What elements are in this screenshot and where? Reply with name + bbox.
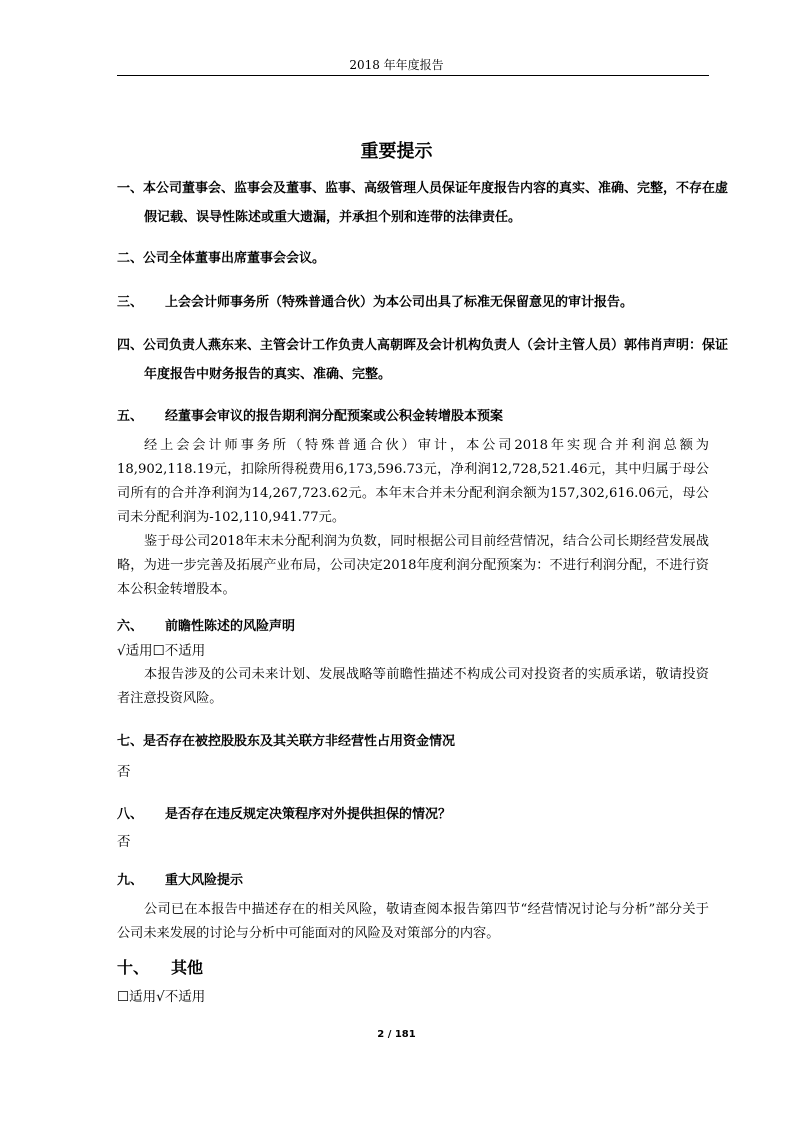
section-6-text: 前瞻性陈述的风险声明 — [165, 619, 296, 634]
header-divider — [117, 75, 709, 76]
section-6-heading — [117, 612, 709, 641]
running-header: 2018 年年度报告 — [349, 58, 444, 72]
section-7-heading — [117, 727, 709, 756]
section-1-text: 本公司董事会、监事会及董事、监事、高级管理人员保证年度报告内容的真实、准确、完整，不存在虚假记载、误导性陈述或重大遗漏，并承担个别和连带的法律责任。 — [143, 181, 729, 225]
section-1 — [117, 174, 736, 232]
section-6-option: √适用☐不适用 — [117, 643, 206, 659]
section-9-heading — [117, 866, 709, 895]
profit-paragraph: 经上会会计师事务所（特殊普通合伙）审计，本公司2018年实现合并利润总额为18,902,118.19元，扣除所得税费用6,173,596.73元，净利润12,728,521.46元，其中归属于母公司所有的合并净利润为14,267,723.62元。本年末合并未分配利润余额为157,302,616.06元，母公司未分配利润为-102,110,941.77元。 — [117, 438, 709, 525]
section-5-number: 五、 — [117, 409, 144, 424]
section-1-number: 一、 — [117, 181, 144, 196]
section-2-text: 公司全体董事出席董事会会议。 — [143, 251, 326, 266]
section-6-number: 六、 — [117, 619, 144, 634]
risk-paragraph: 公司已在本报告中描述存在的相关风险，敬请查阅本报告第四节“经营情况讨论与分析”部分关于公司未来发展的讨论与分析中可能面对的风险及对策部分的内容。 — [117, 902, 709, 941]
section-10-number: 十、 — [117, 958, 150, 977]
section-8-text: 是否存在违反规定决策程序对外提供担保的情况？ — [165, 807, 452, 822]
section-4 — [117, 331, 736, 389]
section-10-text: 其他 — [171, 958, 204, 977]
section-8-answer: 否 — [117, 834, 131, 850]
forward-looking-paragraph: 本报告涉及的公司未来计划、发展战略等前瞻性描述不构成公司对投资者的实质承诺，敬请投资者注意投资风险。 — [117, 667, 709, 706]
section-2 — [117, 244, 709, 273]
section-8-heading — [117, 800, 709, 829]
section-3-number: 三、 — [117, 295, 144, 310]
section-9-number: 九、 — [117, 873, 144, 888]
section-5-text: 经董事会审议的报告期利润分配预案或公积金转增股本预案 — [165, 409, 504, 424]
section-10-option: ☐适用√不适用 — [117, 989, 206, 1005]
section-3 — [117, 288, 709, 317]
section-10-heading — [117, 953, 709, 982]
section-7-text: 是否存在被控股股东及其关联方非经营性占用资金情况 — [143, 734, 456, 749]
page-title: 重要提示 — [360, 141, 433, 162]
section-9-body — [117, 898, 709, 946]
section-4-number: 四、 — [117, 338, 144, 353]
section-5-heading — [117, 402, 709, 431]
section-4-text: 公司负责人燕东来、主管会计工作负责人高朝晖及会计机构负责人（会计主管人员）郭伟肖声明：保证年度报告中财务报告的真实、准确、完整。 — [143, 338, 729, 382]
page-number: 2 / 181 — [377, 1029, 416, 1040]
section-8-number: 八、 — [117, 807, 144, 822]
section-7-answer: 否 — [117, 764, 131, 780]
section-2-number: 二、 — [117, 251, 144, 266]
section-7-number: 七、 — [117, 734, 144, 749]
section-5-body — [117, 434, 709, 602]
section-9-text: 重大风险提示 — [165, 873, 244, 888]
section-6-body — [117, 663, 709, 711]
section-3-text: 上会会计师事务所（特殊普通合伙）为本公司出具了标准无保留意见的审计报告。 — [165, 295, 634, 310]
distribution-paragraph: 鉴于母公司2018年末未分配利润为负数，同时根据公司目前经营情况，结合公司长期经营发展战略，为进一步完善及拓展产业布局，公司决定2018年度利润分配预案为：不进行利润分配，不进行资本公积金转增股本。 — [117, 534, 709, 597]
